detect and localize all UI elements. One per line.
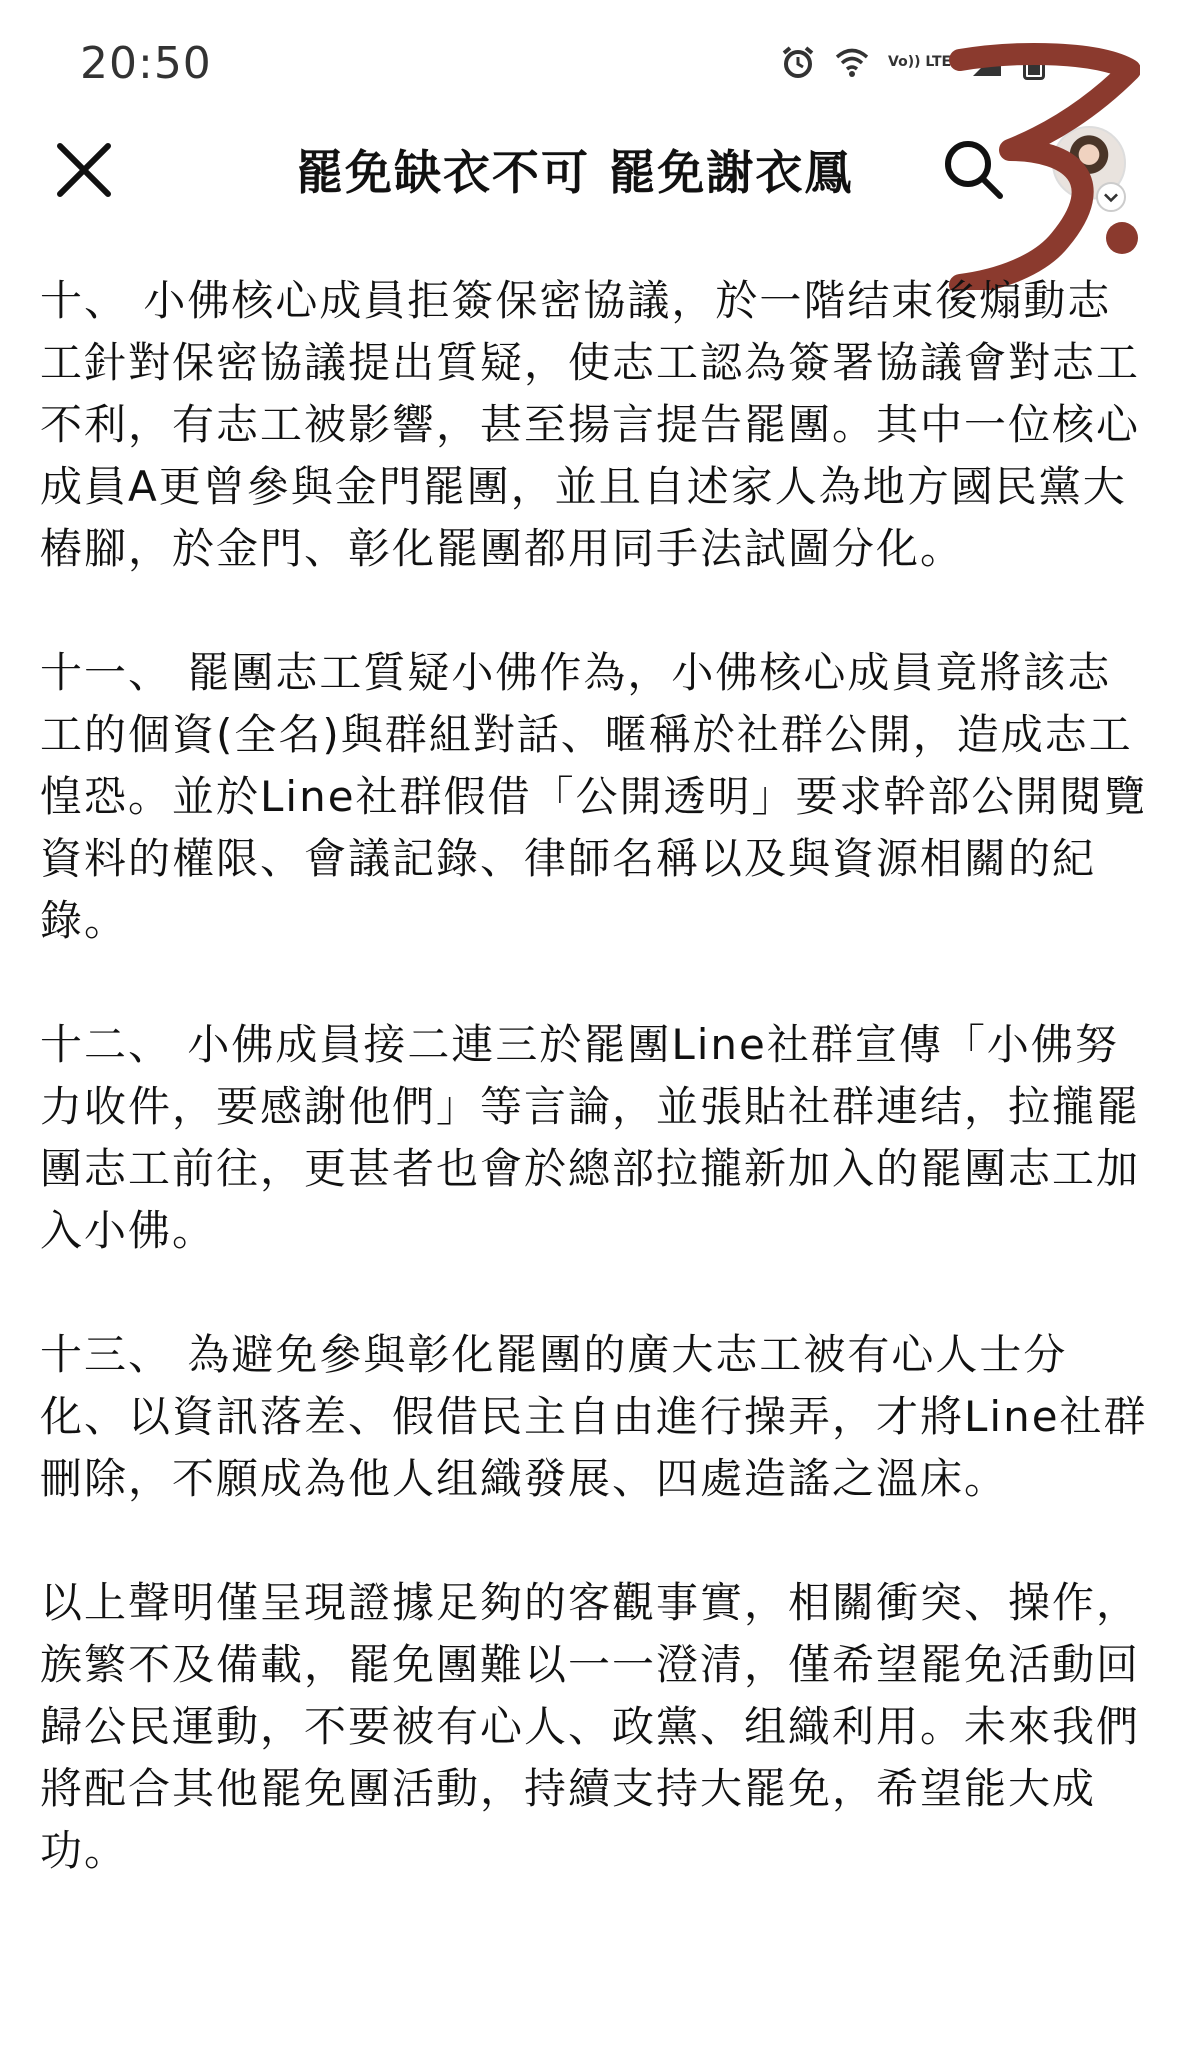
battery-icon bbox=[1023, 44, 1045, 80]
lte-icon: Vo)) LTE bbox=[888, 53, 952, 70]
app-header bbox=[0, 110, 1185, 220]
paragraph-12: 十二、 小佛成員接二連三於罷團Line社群宣傳「小佛努力收件，要感謝他們」等言論，並張貼社群連结，拉攏罷團志工前往，更甚者也會於總部拉攏新加入的罷團志工加入小佛。 bbox=[40, 1020, 1141, 1255]
close-icon[interactable] bbox=[52, 138, 116, 202]
search-icon[interactable] bbox=[938, 134, 1008, 204]
page-title: 罷免缺衣不可 罷免謝衣鳳 bbox=[296, 146, 854, 201]
status-icons bbox=[780, 44, 1045, 80]
status-time: 20:50 bbox=[80, 38, 212, 89]
chevron-down-icon[interactable] bbox=[1096, 182, 1126, 212]
paragraph-13: 十三、 為避免參與彰化罷團的廣大志工被有心人士分化、以資訊落差、假借民主自由進行操弄，才將Line社群刪除，不願成為他人组織發展、四處造謠之溫床。 bbox=[40, 1330, 1148, 1503]
signal-icon bbox=[969, 44, 1005, 80]
paragraph-11: 十一、 罷團志工質疑小佛作為，小佛核心成員竟將該志工的個資(全名)與群組對話、暱稱於社群公開，造成志工惶恐。並於Line社群假借「公開透明」要求幹部公開閱覽資料的權限、會議記錄、律師名稱以及與資源相關的紀錄。 bbox=[40, 648, 1148, 945]
alarm-icon bbox=[780, 44, 816, 80]
paragraph-10: 十、 小佛核心成員拒簽保密協議，於一階结束後煽動志工針對保密協議提出質疑，使志工認為簽署協議會對志工不利，有志工被影響，甚至揚言提告罷團。其中一位核心成員A更曾參與金門罷團，並且自述家人為地方國民黨大樁腳，於金門、彰化罷團都用同手法試圖分化。 bbox=[40, 276, 1141, 573]
statement-body bbox=[40, 270, 1150, 1944]
paragraph-conclusion: 以上聲明僅呈現證據足夠的客觀事實，相關衝突、操作，族繁不及備載，罷免團難以一一澄清，僅希望罷免活動回歸公民運動，不要被有心人、政黨、组織利用。未來我們將配合其他罷免團活動，持續支持大罷免，希望能大成功。 bbox=[40, 1578, 1141, 1875]
wifi-icon bbox=[834, 44, 870, 80]
